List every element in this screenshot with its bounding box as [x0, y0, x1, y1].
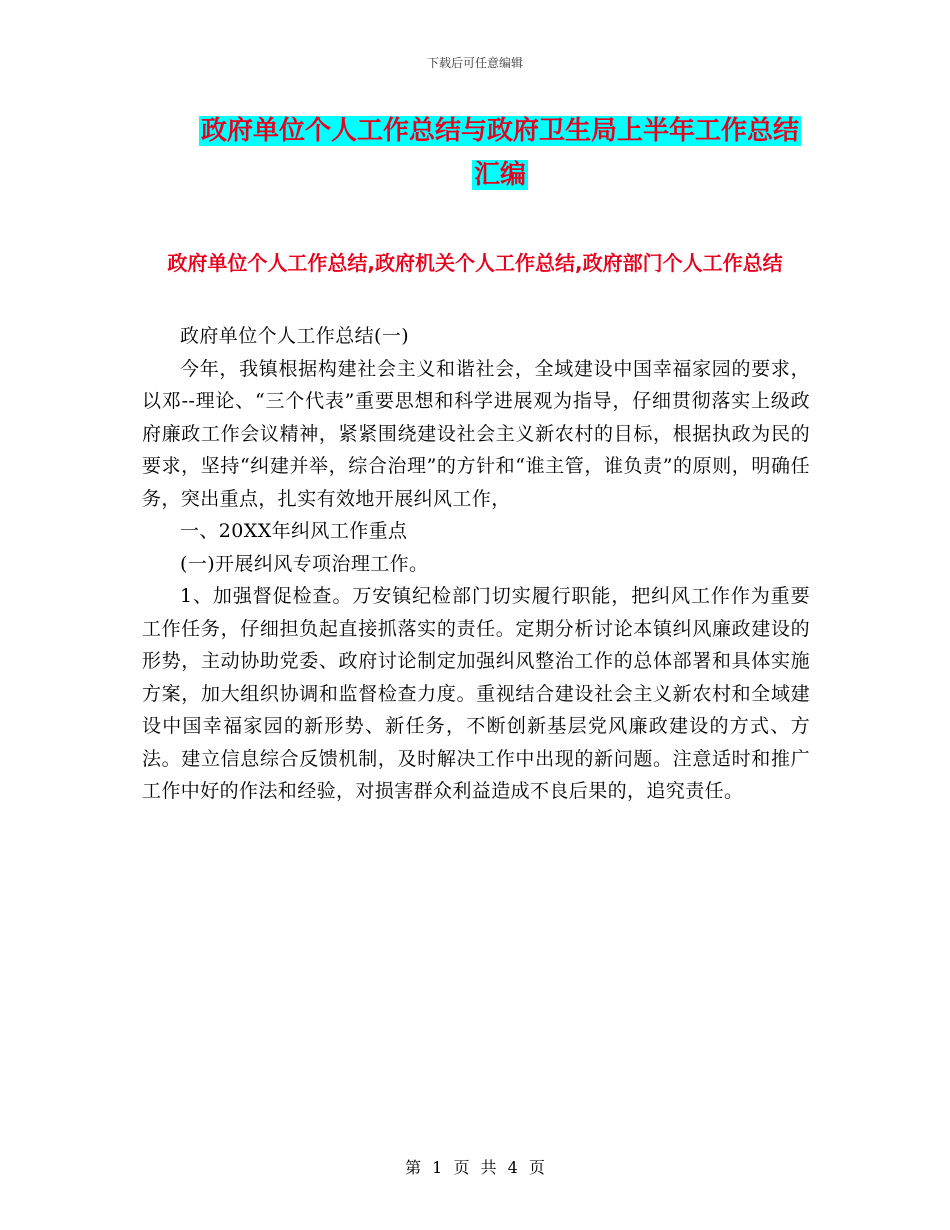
document-body [142, 320, 810, 808]
document-title [190, 109, 810, 197]
document-subtitle: 政府单位个人工作总结,政府机关个人工作总结,政府部门个人工作总结 [167, 251, 783, 275]
document-title-line-1: 政府单位个人工作总结与政府卫生局上半年工作总结 [200, 116, 799, 146]
section-heading: 政府单位个人工作总结(一) [180, 325, 410, 347]
body-paragraph: 今年，我镇根据构建社会主义和谐社会，全域建设中国幸福家园的要求，以邓--理论、“三个代表”重要思想和科学进展观为指导，仔细贯彻落实上级政府廉政工作会议精神，紧紧围绕建设社会主义新农村的目标，根据执政为民的要求，坚持“纠建并举，综合治理”的方针和“谁主管，谁负责”的原则，明确任务，突出重点，扎实有效地开展纠风工作， [142, 357, 810, 510]
header-note: 下载后可任意编辑 [426, 56, 523, 70]
section-heading: 一、20XX年纠风工作重点 [180, 520, 408, 542]
page-indicator: 第 1 页 共 4 页 [405, 1158, 545, 1177]
section-heading: (一)开展纠风专项治理工作。 [180, 552, 429, 575]
body-paragraph: 1、加强督促检查。万安镇纪检部门切实履行职能，把纠风工作作为重要工作任务，仔细担负起直接抓落实的责任。定期分析讨论本镇纠风廉政建设的形势，主动协助党委、政府讨论制定加强纠风整治工作的总体部署和具体实施方案，加大组织协调和监督检查力度。重视结合建设社会主义新农村和全域建设中国幸福家园的新形势、新任务，不断创新基层党风廉政建设的方式、方法。建立信息综合反馈机制，及时解决工作中出现的新问题。注意适时和推广工作中好的作法和经验，对损害群众利益造成不良后果的，追究责任。 [142, 585, 810, 802]
document-title-line-2: 汇编 [473, 160, 526, 190]
